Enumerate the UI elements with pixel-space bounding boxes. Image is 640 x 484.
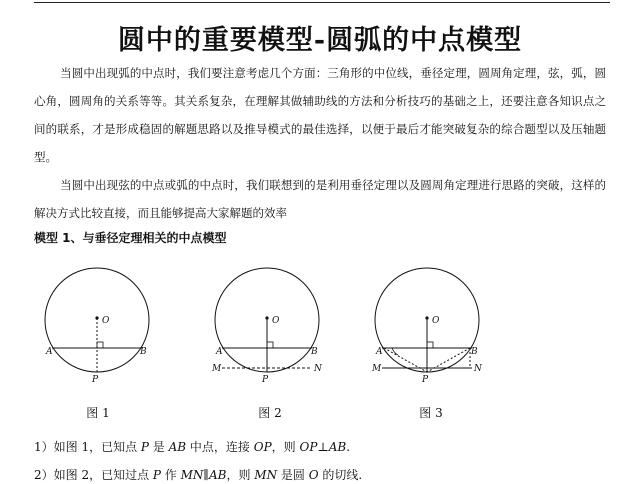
model-heading: 模型 1、与垂径定理相关的中点模型: [34, 231, 227, 245]
figure-3: [371, 268, 483, 385]
s2-text-1: 2）如图 2，已知过点: [34, 468, 153, 482]
s1-text-4: ，则: [271, 440, 300, 454]
statement-1: [34, 438, 350, 455]
fig2-label-o: O: [272, 316, 280, 326]
figure-2-caption: 图 2: [258, 406, 282, 420]
s1-text-5: .: [346, 440, 351, 454]
fig1-label-o: O: [102, 316, 110, 326]
s2-relation: MN∥AB: [180, 468, 227, 482]
fig1-label-a: A: [46, 347, 53, 357]
second-text: 当圆中出现弦的中点或弧的中点时，我们联想到的是利用垂径定理以及圆周角定理进行思路的突破，这样的解决方式比较直接，而且能够提高大家解题的效率: [34, 178, 606, 220]
fig1-label-p: P: [92, 375, 99, 385]
statement-2: [34, 466, 362, 483]
fig3-label-n: N: [474, 364, 482, 374]
figure-1: [45, 268, 149, 385]
fig2-label-m: M: [212, 364, 222, 374]
fig1-label-b: B: [140, 347, 147, 357]
top-rule: [34, 2, 610, 3]
intro-text: 当圆中出现弧的中点时，我们要注意考虑几个方面：三角形的中位线，垂径定理，圆周角定理，弦，弧，圆心角，圆周角的关系等等。其关系复杂，在理解其做辅助线的方法和分析技巧的基础之上，还要注意各知识点之间的联系，才是形成稳固的解题思路以及推导模式的最佳选择，以便于最后才能突破复杂的综合题型以及压轴题型。: [34, 66, 606, 164]
s1-var-op: OP: [253, 440, 272, 454]
figure-1-caption: 图 1: [86, 406, 110, 420]
s1-relation: OP⊥AB: [299, 440, 347, 454]
figure-3-caption: 图 3: [419, 406, 443, 420]
fig3-label-a: A: [376, 347, 383, 357]
fig2-label-a: A: [216, 347, 223, 357]
s1-text-3: 中点，连接: [186, 440, 254, 454]
fig3-label-m: M: [372, 364, 382, 374]
intro-paragraph: [34, 59, 606, 171]
s2-var-p: P: [152, 468, 161, 482]
fig2-label-b: B: [311, 347, 318, 357]
s2-text-5: 的切线.: [318, 468, 363, 482]
s2-var-o: O: [308, 468, 319, 482]
figures-diagram: [30, 258, 630, 386]
s1-text-2: 是: [148, 440, 169, 454]
fig3-label-p: P: [422, 375, 429, 385]
fig2-label-p: P: [262, 375, 269, 385]
s2-text-3: ，则: [226, 468, 255, 482]
s2-text-4: 是圆: [277, 468, 309, 482]
figure-2: [211, 268, 323, 385]
fig3-label-o: O: [432, 316, 440, 326]
s1-text-1: 1）如图 1，已知点: [34, 440, 141, 454]
fig3-label-b: B: [471, 347, 478, 357]
s2-text-2: 作: [160, 468, 181, 482]
fig2-label-n: N: [314, 364, 322, 374]
second-paragraph: [34, 171, 606, 227]
s1-var-ab: AB: [168, 440, 187, 454]
s1-var-p: P: [140, 440, 149, 454]
s2-var-mn: MN: [254, 468, 278, 482]
page-title: 圆中的重要模型-圆弧的中点模型: [117, 25, 523, 56]
